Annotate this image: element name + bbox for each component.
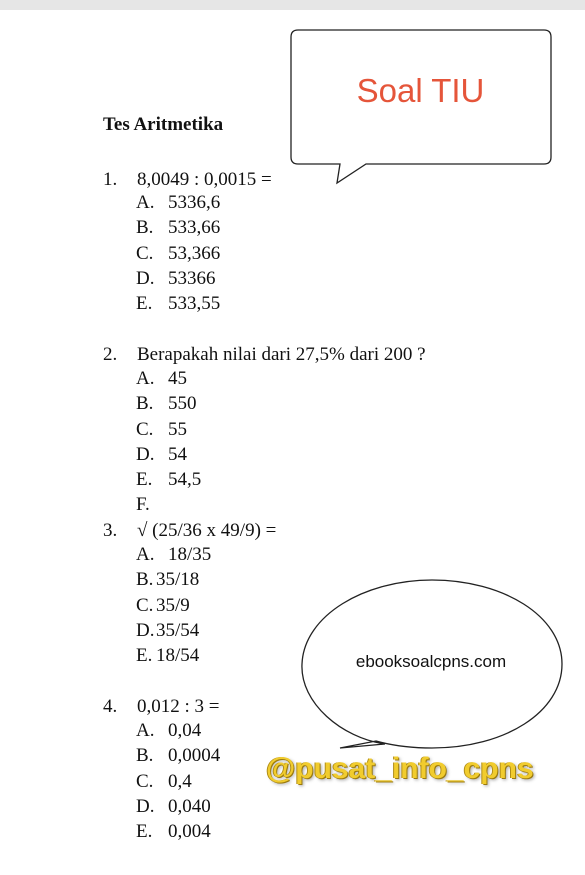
option-item <box>136 266 220 291</box>
option-letter: D. <box>136 267 155 289</box>
question-text: Berapakah nilai dari 27,5% dari 200 ? <box>137 344 426 365</box>
option-text: 533,66 <box>168 217 221 239</box>
option-item <box>136 417 201 442</box>
option-letter: C. <box>136 594 154 616</box>
option-letter: F. <box>136 494 150 516</box>
option-text: 35/54 <box>156 619 200 641</box>
option-letter: A. <box>136 368 155 389</box>
option-item <box>136 492 201 517</box>
question-text: √ (25/36 x 49/9) = <box>137 520 277 541</box>
option-letter: D. <box>136 443 155 465</box>
options-4 <box>136 718 220 844</box>
option-text: 54 <box>168 443 187 465</box>
option-item <box>136 366 201 391</box>
option-text: 18/54 <box>156 645 200 667</box>
option-item <box>136 618 211 643</box>
option-item <box>136 467 201 492</box>
option-letter: E. <box>136 293 153 315</box>
option-text: 0,04 <box>168 720 202 741</box>
question-text: 0,012 : 3 = <box>137 696 220 717</box>
option-letter: E. <box>136 821 153 843</box>
option-text: 0,040 <box>168 795 211 817</box>
option-letter: A. <box>136 544 155 565</box>
option-text: 0,004 <box>168 821 211 843</box>
option-text: 18/35 <box>168 544 212 565</box>
option-item <box>136 643 211 668</box>
option-letter: D. <box>136 795 155 817</box>
bubble-title: Soal TIU <box>356 72 485 109</box>
option-item <box>136 241 220 266</box>
option-item <box>136 391 201 416</box>
question-number: 3. <box>103 520 118 541</box>
option-letter: D. <box>136 619 155 641</box>
option-text: 53366 <box>168 267 216 289</box>
option-item <box>136 743 220 768</box>
option-item <box>136 291 220 316</box>
option-item <box>136 542 211 567</box>
options-2 <box>136 366 201 518</box>
option-letter: C. <box>136 242 154 264</box>
option-item <box>136 718 220 743</box>
option-letter: E. <box>136 645 153 667</box>
option-letter: B. <box>136 745 154 767</box>
question-number: 1. <box>103 169 118 190</box>
option-letter: C. <box>136 770 154 792</box>
option-item <box>136 819 220 844</box>
option-item <box>136 794 220 819</box>
options-1 <box>136 190 220 316</box>
option-letter: A. <box>136 192 155 213</box>
option-letter: E. <box>136 469 153 491</box>
option-text: 55 <box>168 418 187 440</box>
option-text: 53,366 <box>168 242 221 264</box>
option-text: 533,55 <box>168 293 221 315</box>
watermark-handle: @pusat_info_cpns <box>266 752 534 785</box>
page-heading: Tes Aritmetika <box>103 114 224 135</box>
option-text: 35/18 <box>156 569 200 591</box>
option-item <box>136 442 201 467</box>
option-letter: A. <box>136 720 155 741</box>
option-text: 0,4 <box>168 770 192 792</box>
option-text: 35/9 <box>156 594 190 616</box>
option-item <box>136 190 220 215</box>
option-item <box>136 593 211 618</box>
options-3 <box>136 542 211 668</box>
question-number: 2. <box>103 344 118 365</box>
option-text: 550 <box>168 393 197 415</box>
option-text: 5336,6 <box>168 192 221 213</box>
option-letter: B. <box>136 569 154 591</box>
option-text: 0,0004 <box>168 745 221 767</box>
question-text: 8,0049 : 0,0015 = <box>137 169 272 190</box>
option-item <box>136 769 220 794</box>
question-number: 4. <box>103 696 118 717</box>
option-item <box>136 215 220 240</box>
option-text: 54,5 <box>168 469 202 491</box>
option-item <box>136 567 211 592</box>
option-letter: C. <box>136 418 154 440</box>
bubble-site-text: ebooksoalcpns.com <box>355 652 507 671</box>
option-letter: B. <box>136 217 154 239</box>
option-text: 45 <box>168 368 187 389</box>
option-letter: B. <box>136 393 154 415</box>
